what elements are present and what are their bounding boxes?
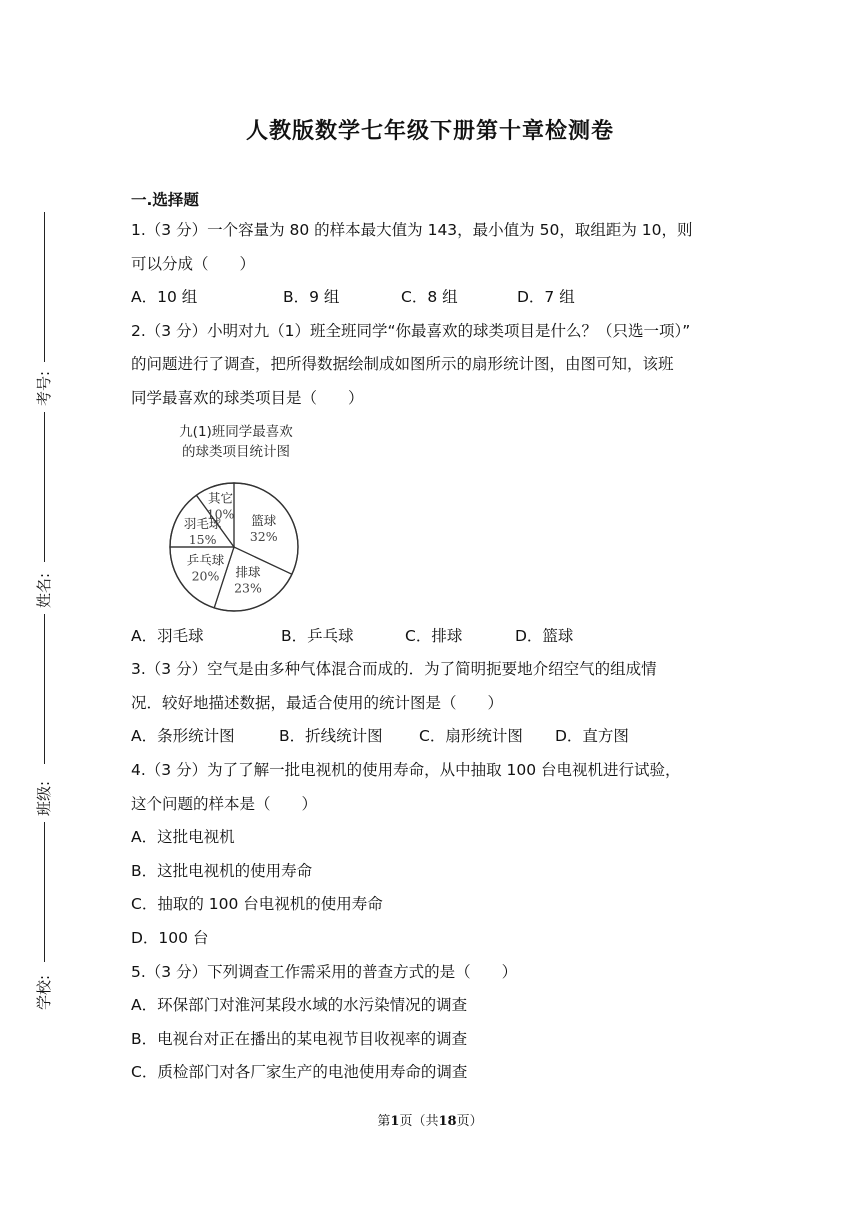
q3-option-c[interactable]: C．扇形统计图 [419, 727, 523, 746]
footer-prefix: 第 [377, 1114, 391, 1129]
pie-slice-percent-2: 20% [191, 568, 220, 584]
pie-slice-label-4: 其它 [208, 490, 234, 506]
question-list [131, 186, 731, 1090]
pie-slice-label-1: 排球 [235, 563, 261, 579]
q2-stem-line3: 同学最喜欢的球类项目是（ ） [131, 388, 364, 407]
footer-middle: 页（共 [399, 1114, 439, 1129]
margin-rule-3 [44, 614, 45, 764]
q3-option-b[interactable]: B．折线统计图 [279, 727, 383, 746]
q2-stem-line2: 的问题进行了调查，把所得数据绘制成如图所示的扇形统计图，由图可知，该班 [131, 355, 674, 374]
q5-option-b[interactable]: B．电视台对正在播出的某电视节目收视率的调查 [131, 1029, 468, 1048]
pie-slice-percent-3: 15% [188, 531, 217, 547]
q3-option-d[interactable]: D．直方图 [555, 727, 629, 746]
margin-label-name: 姓名: [35, 572, 54, 609]
q1-options [131, 281, 731, 315]
pie-slice-label-2: 乒乓球 [186, 552, 225, 568]
q4-option-b[interactable]: B．这批电视机的使用寿命 [131, 861, 313, 880]
footer-page-number: 1 [390, 1114, 400, 1129]
margin-rule-4 [44, 822, 45, 962]
q2-option-d[interactable]: D．篮球 [515, 626, 574, 645]
margin-rule-top [44, 212, 45, 362]
q3-stem-line2: 况．较好地描述数据，最适合使用的统计图是（ ） [131, 693, 504, 712]
chart-title-line1: 九(1)班同学最喜欢 [179, 423, 293, 440]
pie-slice-label-0: 篮球 [251, 512, 277, 528]
margin-label-school: 学校: [35, 974, 54, 1011]
chart-title-line2: 的球类项目统计图 [182, 443, 290, 460]
pie-slice-percent-0: 32% [249, 528, 278, 544]
q5-option-a[interactable]: A．环保部门对淮河某段水域的水污染情况的调查 [131, 996, 468, 1015]
q4-option-a[interactable]: A．这批电视机 [131, 828, 235, 847]
page-footer [0, 1110, 860, 1129]
q4-option-d[interactable]: D．100 台 [131, 928, 209, 947]
q3-option-a[interactable]: A．条形统计图 [131, 727, 235, 746]
page-title: 人教版数学七年级下册第十章检测卷 [245, 119, 614, 144]
pie-chart [166, 416, 366, 616]
pie-slice-percent-4: 10% [206, 506, 235, 522]
margin-label-class: 班级: [35, 780, 54, 817]
q1-stem-line1: 1.（3 分）一个容量为 80 的样本最大值为 143，最小值为 50，取组距为 10，则 [131, 221, 693, 239]
q4-option-c[interactable]: C．抽取的 100 台电视机的使用寿命 [131, 895, 383, 914]
q1-stem-line2: 可以分成（ ） [131, 254, 256, 273]
q2-options [131, 620, 731, 654]
pie-chart-figure [131, 416, 731, 620]
q5-option-c[interactable]: C．质检部门对各厂家生产的电池使用寿命的调查 [131, 1063, 468, 1082]
q2-option-a[interactable]: A．羽毛球 [131, 626, 204, 645]
margin-label-exam-number: 考号: [35, 370, 54, 407]
pie-slice-percent-1: 23% [234, 579, 262, 595]
q1-option-c[interactable]: C．8 组 [401, 288, 458, 307]
footer-total-pages: 18 [438, 1114, 457, 1129]
q3-options [131, 720, 731, 754]
q2-stem-line1: 2.（3 分）小明对九（1）班全班同学“你最喜欢的球类项目是什么？（只选一项）” [131, 321, 691, 340]
q3-stem-line1: 3.（3 分）空气是由多种气体混合而成的．为了简明扼要地介绍空气的组成情 [131, 660, 657, 679]
q4-stem-line1: 4.（3 分）为了了解一批电视机的使用寿命，从中抽取 100 台电视机进行试验， [131, 760, 681, 779]
footer-suffix: 页） [456, 1114, 483, 1129]
q4-stem-line2: 这个问题的样本是（ ） [131, 794, 318, 813]
q1-option-a[interactable]: A．10 组 [131, 288, 198, 307]
pie-slice-label-3: 羽毛球 [183, 515, 222, 531]
q1-option-b[interactable]: B．9 组 [283, 288, 340, 307]
q5-stem-line1: 5.（3 分）下列调查工作需采用的普查方式的是（ ） [131, 962, 518, 981]
q2-option-b[interactable]: B．乒乓球 [281, 626, 354, 645]
section-heading: 一.选择题 [131, 191, 199, 209]
margin-rule-2 [44, 412, 45, 562]
q1-option-d[interactable]: D．7 组 [517, 288, 575, 307]
q2-option-c[interactable]: C．排球 [405, 626, 463, 645]
